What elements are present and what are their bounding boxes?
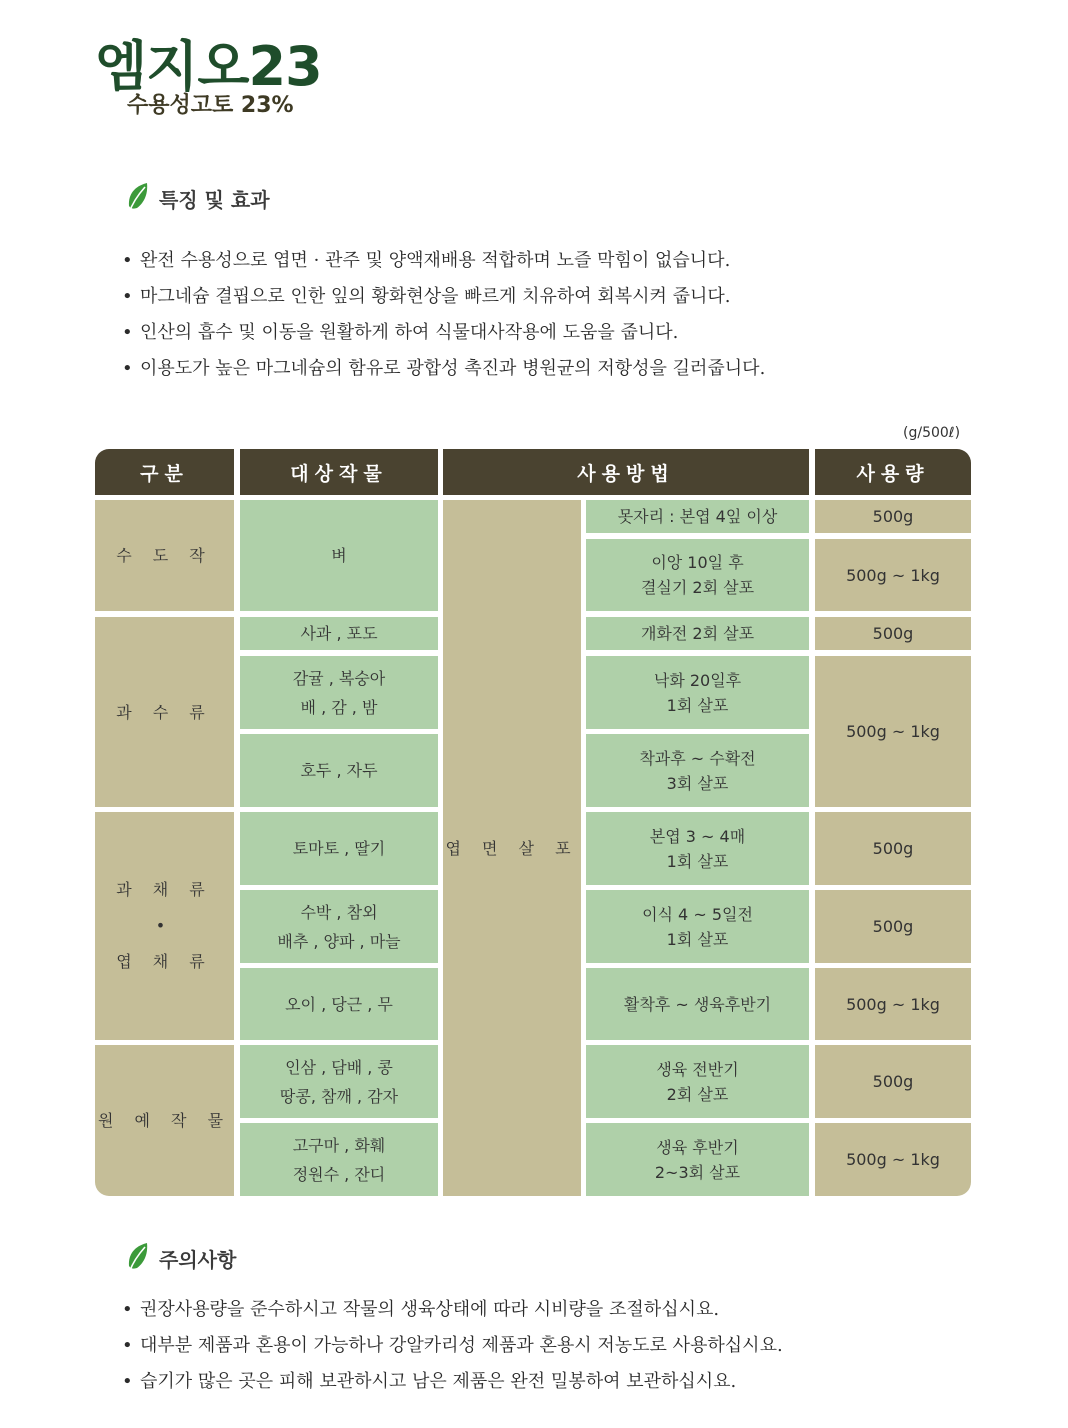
header-method: 사용방법	[443, 449, 809, 495]
timing-cell: 이앙 10일 후 결실기 2회 살포	[586, 539, 809, 611]
leaf-icon	[125, 182, 151, 214]
category-cell: 수 도 작	[95, 500, 234, 611]
crop-cell: 감귤 , 복숭아 배 , 감 , 밤	[240, 656, 438, 729]
list-item: • 이용도가 높은 마그네슘의 함유로 광합성 촉진과 병원균의 저항성을 길러줍니다.	[122, 358, 766, 379]
amount-cell: 500g	[815, 500, 971, 533]
list-item: • 완전 수용성으로 엽면 · 관주 및 양액재배용 적합하며 노즐 막힘이 없습니다.	[122, 250, 731, 271]
crop-cell: 수박 , 참외 배추 , 양파 , 마늘	[240, 890, 438, 963]
crop-cell: 오이 , 당근 , 무	[240, 968, 438, 1040]
timing-cell: 활착후 ~ 생육후반기	[586, 968, 809, 1040]
category-cell: 과 수 류	[95, 617, 234, 807]
unit-label: (g/500ℓ)	[903, 425, 961, 441]
timing-cell: 생육 전반기 2회 살포	[586, 1045, 809, 1118]
amount-cell: 500g	[815, 1045, 971, 1118]
crop-cell: 벼	[240, 500, 438, 611]
timing-cell: 못자리 : 본엽 4잎 이상	[586, 500, 809, 533]
features-title: 특징 및 효과	[159, 187, 270, 212]
crop-cell: 토마토 , 딸기	[240, 812, 438, 885]
leaf-icon	[125, 1242, 151, 1274]
category-cell: 과 채 류 • 엽 채 류	[95, 812, 234, 1040]
header-category: 구분	[95, 449, 234, 495]
cautions-heading	[125, 1242, 236, 1274]
crop-cell: 호두 , 자두	[240, 734, 438, 807]
timing-cell: 이식 4 ~ 5일전 1회 살포	[586, 890, 809, 963]
cautions-list	[122, 1292, 783, 1400]
amount-cell: 500g ~ 1kg	[815, 539, 971, 611]
product-name: 엠지오23	[95, 35, 322, 98]
amount-cell: 500g ~ 1kg	[815, 1123, 971, 1196]
list-item: • 대부분 제품과 혼용이 가능하나 강알카리성 제품과 혼용시 저농도로 사용하십시요.	[122, 1335, 783, 1356]
list-item: • 인산의 흡수 및 이동을 원활하게 하여 식물대사작용에 도움을 줍니다.	[122, 322, 679, 343]
crop-cell: 고구마 , 화훼 정원수 , 잔디	[240, 1123, 438, 1196]
brand-logo	[95, 35, 322, 118]
timing-cell: 생육 후반기 2~3회 살포	[586, 1123, 809, 1196]
amount-cell: 500g	[815, 812, 971, 885]
amount-cell: 500g ~ 1kg	[815, 968, 971, 1040]
header-amount: 사용량	[815, 449, 971, 495]
timing-cell: 본엽 3 ~ 4매 1회 살포	[586, 812, 809, 885]
amount-cell: 500g ~ 1kg	[815, 656, 971, 807]
header-crop: 대상작물	[240, 449, 438, 495]
features-list	[122, 243, 765, 387]
cautions-title: 주의사항	[159, 1247, 237, 1272]
crop-cell: 인삼 , 담배 , 콩 땅콩, 참깨 , 감자	[240, 1045, 438, 1118]
list-item: • 습기가 많은 곳은 피해 보관하시고 남은 제품은 완전 밀봉하여 보관하십시요.	[122, 1371, 737, 1392]
list-item: • 마그네슘 결핍으로 인한 잎의 황화현상을 빠르게 치유하여 회복시켜 줍니다.	[122, 286, 731, 307]
timing-cell: 개화전 2회 살포	[586, 617, 809, 650]
features-heading	[125, 182, 270, 214]
timing-cell: 낙화 20일후 1회 살포	[586, 656, 809, 729]
method-cell: 엽 면 살 포	[443, 500, 581, 1196]
category-cell: 원 예 작 물	[95, 1045, 234, 1196]
amount-cell: 500g	[815, 890, 971, 963]
list-item: • 권장사용량을 준수하시고 작물의 생육상태에 따라 시비량을 조절하십시요.	[122, 1299, 720, 1320]
crop-cell: 사과 , 포도	[240, 617, 438, 650]
product-subtitle: 수용성고토 23%	[127, 93, 294, 118]
amount-cell: 500g	[815, 617, 971, 650]
timing-cell: 착과후 ~ 수확전 3회 살포	[586, 734, 809, 807]
